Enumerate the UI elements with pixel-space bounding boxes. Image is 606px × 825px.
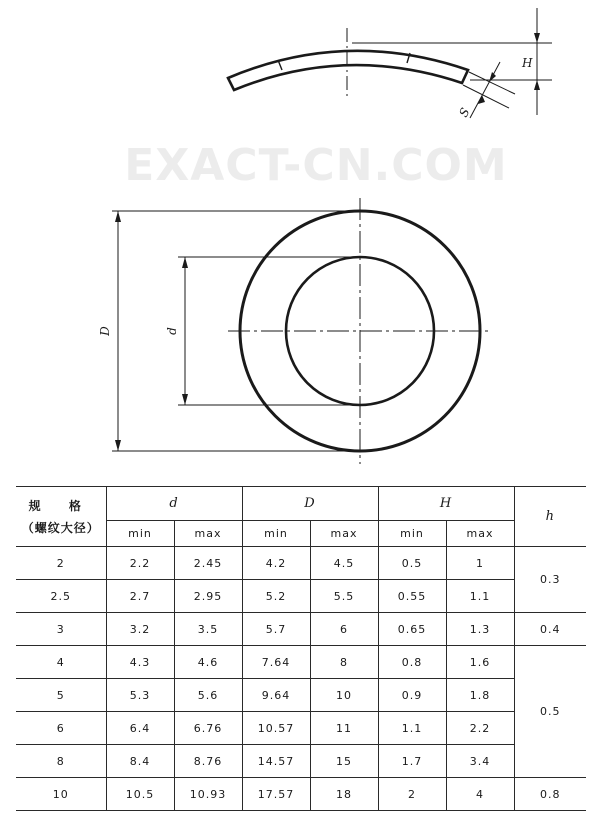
label-s: S — [456, 105, 473, 120]
cell-spec: 2.5 — [16, 580, 106, 613]
cell-H-min: 0.55 — [378, 580, 446, 613]
table-row — [16, 712, 586, 745]
spec-header — [16, 487, 106, 547]
cell-d-min: 8.4 — [106, 745, 174, 778]
cell-D-min: 9.64 — [242, 679, 310, 712]
h-header: h — [514, 487, 586, 547]
cell-d-min: 2.2 — [106, 547, 174, 580]
cell-d-max: 6.76 — [174, 712, 242, 745]
cell-spec: 8 — [16, 745, 106, 778]
washer-section-outline — [228, 51, 468, 90]
s-dimension-line — [470, 62, 500, 118]
cell-H-max: 1.3 — [446, 613, 514, 646]
cell-spec: 3 — [16, 613, 106, 646]
label-h: H — [522, 56, 533, 70]
cell-D-max: 8 — [310, 646, 378, 679]
D-arrow-bottom — [115, 440, 121, 451]
cell-D-max: 10 — [310, 679, 378, 712]
cell-d-max: 4.6 — [174, 646, 242, 679]
cell-d-min: 3.2 — [106, 613, 174, 646]
cell-d-min: 4.3 — [106, 646, 174, 679]
subheader-H-max: max — [446, 521, 514, 547]
cell-h: 0.3 — [514, 547, 586, 613]
cell-D-min: 5.2 — [242, 580, 310, 613]
cell-d-min: 10.5 — [106, 778, 174, 811]
spec-header-subtitle: （螺纹大径） — [21, 520, 100, 535]
cell-spec: 10 — [16, 778, 106, 811]
spec-header-title: 规 格 — [28, 498, 93, 513]
cell-H-max: 2.2 — [446, 712, 514, 745]
cell-H-min: 1.7 — [378, 745, 446, 778]
table-header-row — [16, 487, 586, 521]
table-row — [16, 745, 586, 778]
cell-spec: 2 — [16, 547, 106, 580]
table-row — [16, 646, 586, 679]
cell-d-max: 2.45 — [174, 547, 242, 580]
cell-h: 0.8 — [514, 778, 586, 811]
cell-D-max: 15 — [310, 745, 378, 778]
cell-H-max: 1.1 — [446, 580, 514, 613]
subheader-d-max: max — [174, 521, 242, 547]
side-view — [228, 8, 552, 118]
cell-H-max: 4 — [446, 778, 514, 811]
cell-D-max: 18 — [310, 778, 378, 811]
cell-H-min: 1.1 — [378, 712, 446, 745]
d-arrow-top — [182, 257, 188, 268]
cell-D-min: 17.57 — [242, 778, 310, 811]
cell-spec: 6 — [16, 712, 106, 745]
cell-H-max: 1.6 — [446, 646, 514, 679]
cell-H-min: 0.65 — [378, 613, 446, 646]
D-arrow-top — [115, 211, 121, 222]
group-header-D: D — [242, 487, 378, 521]
cell-d-min: 5.3 — [106, 679, 174, 712]
cell-spec: 5 — [16, 679, 106, 712]
cell-d-min: 2.7 — [106, 580, 174, 613]
table-row — [16, 679, 586, 712]
table-row — [16, 547, 586, 580]
group-header-d: d — [106, 487, 242, 521]
s-arrow-2 — [478, 95, 485, 104]
cell-H-min: 2 — [378, 778, 446, 811]
watermark-text: EXACT-CN.COM — [124, 140, 508, 191]
subheader-D-max: max — [310, 521, 378, 547]
cell-D-max: 11 — [310, 712, 378, 745]
cell-spec: 4 — [16, 646, 106, 679]
subheader-d-min: min — [106, 521, 174, 547]
cell-D-min: 14.57 — [242, 745, 310, 778]
cell-D-max: 6 — [310, 613, 378, 646]
cell-H-max: 1.8 — [446, 679, 514, 712]
group-header-H: H — [378, 487, 514, 521]
cell-d-max: 10.93 — [174, 778, 242, 811]
cell-d-max: 2.95 — [174, 580, 242, 613]
cell-H-min: 0.9 — [378, 679, 446, 712]
h-arrow-bottom — [534, 80, 540, 90]
cell-H-max: 1 — [446, 547, 514, 580]
subheader-H-min: min — [378, 521, 446, 547]
cell-D-max: 5.5 — [310, 580, 378, 613]
cell-H-max: 3.4 — [446, 745, 514, 778]
cell-d-max: 3.5 — [174, 613, 242, 646]
cell-d-max: 5.6 — [174, 679, 242, 712]
cell-D-min: 5.7 — [242, 613, 310, 646]
cell-d-max: 8.76 — [174, 745, 242, 778]
h-arrow-top — [534, 33, 540, 43]
table-row — [16, 580, 586, 613]
subheader-D-min: min — [242, 521, 310, 547]
cell-D-min: 4.2 — [242, 547, 310, 580]
table-row — [16, 613, 586, 646]
label-d: d — [165, 327, 179, 335]
cell-d-min: 6.4 — [106, 712, 174, 745]
cell-H-min: 0.8 — [378, 646, 446, 679]
cell-h: 0.4 — [514, 613, 586, 646]
cell-h: 0.5 — [514, 646, 586, 778]
table-row — [16, 778, 586, 811]
label-D: D — [98, 326, 112, 336]
cell-H-min: 0.5 — [378, 547, 446, 580]
cell-D-min: 10.57 — [242, 712, 310, 745]
cell-D-min: 7.64 — [242, 646, 310, 679]
d-arrow-bottom — [182, 394, 188, 405]
cell-D-max: 4.5 — [310, 547, 378, 580]
dimension-table — [16, 486, 586, 811]
